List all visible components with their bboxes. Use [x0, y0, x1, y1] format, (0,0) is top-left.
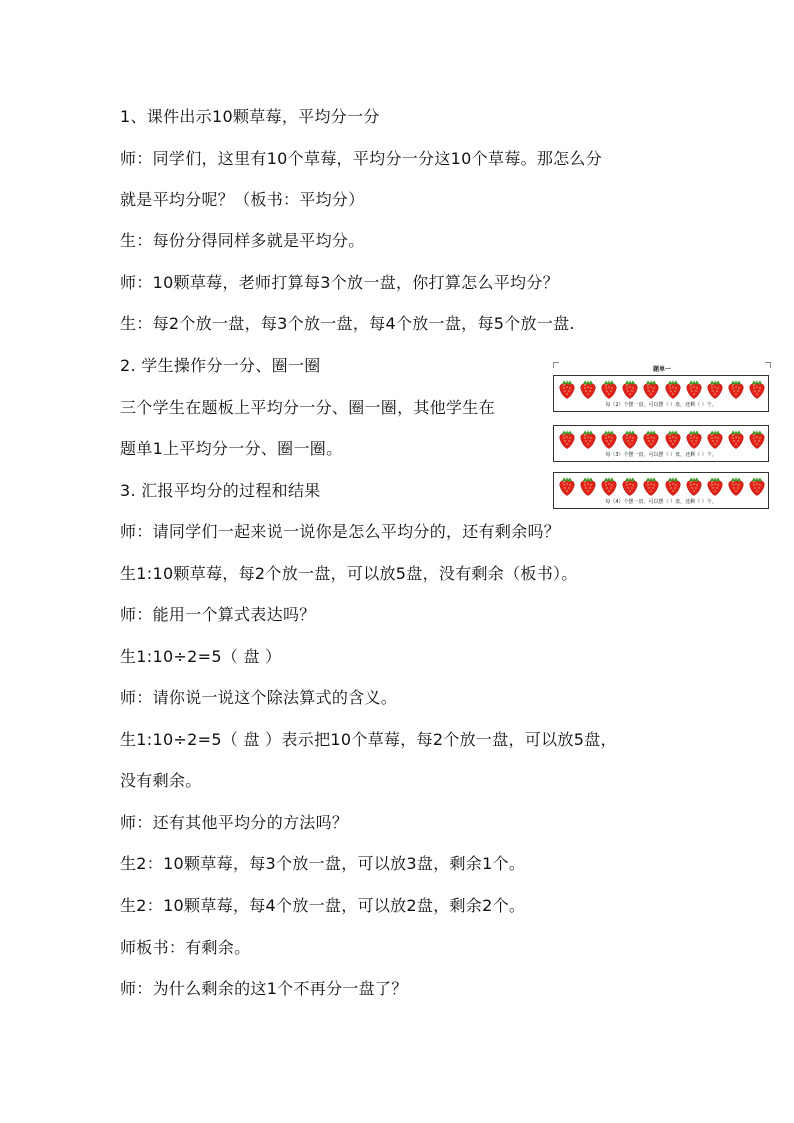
- strawberry-icon: [579, 429, 597, 449]
- strawberry-icon: [685, 476, 703, 496]
- section-2-body: 三个学生在题板上平均分一分、圈一圈，其他学生在: [120, 398, 495, 417]
- strawberry-icon: [748, 429, 766, 449]
- teacher-line-7: 师：为什么剩余的这1个不再分一盘了？: [120, 979, 408, 998]
- teacher-line-5: 师：请你说一说这个除法算式的含义。: [120, 688, 398, 707]
- worksheet-image: [553, 362, 771, 514]
- student-line-2: 生：每2个放一盘，每3个放一盘，每4个放一盘，每5个放一盘.: [120, 314, 575, 333]
- strawberry-icon: [685, 379, 703, 399]
- strawberry-icon: [642, 379, 660, 399]
- strawberry-icon: [600, 476, 618, 496]
- worksheet-row: [553, 425, 769, 462]
- student-line-1: 生：每份分得同样多就是平均分。: [120, 231, 365, 250]
- strawberry-icon: [621, 476, 639, 496]
- strawberry-icon: [558, 476, 576, 496]
- strawberry-icon: [706, 429, 724, 449]
- worksheet-row: [553, 375, 769, 412]
- strawberry-icon: [685, 429, 703, 449]
- strawberry-icon: [664, 379, 682, 399]
- student-line-4-cont: 没有剩余。: [120, 771, 202, 790]
- student-line-4: 生1:10÷2=5（ 盘 ）表示把10个草莓，每2个放一盘，可以放5盘，: [120, 730, 617, 749]
- strawberry-icon: [642, 476, 660, 496]
- strawberry-icon: [600, 429, 618, 449]
- strawberry-group: [558, 379, 766, 399]
- strawberry-group: [558, 476, 766, 496]
- student-equation-1: 生1:10÷2=5（ 盘 ）: [120, 647, 282, 666]
- strawberry-icon: [664, 476, 682, 496]
- strawberry-icon: [621, 379, 639, 399]
- teacher-line-6: 师：还有其他平均分的方法吗？: [120, 813, 349, 832]
- strawberry-icon: [579, 379, 597, 399]
- strawberry-icon: [642, 429, 660, 449]
- section-2-heading: 2. 学生操作分一分、圈一圈: [120, 356, 321, 375]
- strawberry-icon: [727, 429, 745, 449]
- strawberry-group: [558, 429, 766, 449]
- teacher-line-4: 师：能用一个算式表达吗？: [120, 605, 316, 624]
- strawberry-icon: [621, 429, 639, 449]
- strawberry-icon: [579, 476, 597, 496]
- strawberry-icon: [706, 379, 724, 399]
- section-2-body-cont: 题单1上平均分一分、圈一圈。: [120, 439, 343, 458]
- strawberry-icon: [748, 379, 766, 399]
- strawberry-icon: [727, 379, 745, 399]
- student-line-5: 生2：10颗草莓，每3个放一盘，可以放3盘，剩余1个。: [120, 854, 526, 873]
- worksheet-row: [553, 472, 769, 509]
- worksheet-row-caption: 每（4）个摆一盘，可以摆（ ）盘，还剩（ ）个。: [605, 499, 717, 505]
- teacher-board-line: 师板书：有剩余。: [120, 938, 251, 957]
- teacher-line-1-cont: 就是平均分呢？（板书：平均分）: [120, 190, 365, 209]
- worksheet-row-caption: 每（2）个摆一盘，可以摆（ ）盘，还剩（ ）个。: [605, 402, 717, 408]
- section-3-heading: 3. 汇报平均分的过程和结果: [120, 481, 321, 500]
- teacher-line-2: 师：10颗草莓，老师打算每3个放一盘，你打算怎么平均分？: [120, 273, 559, 292]
- strawberry-icon: [748, 476, 766, 496]
- teacher-line-1: 师：同学们，这里有10个草莓，平均分一分这10个草莓。那怎么分: [120, 149, 603, 168]
- strawberry-icon: [664, 429, 682, 449]
- teacher-line-3: 师：请同学们一起来说一说你是怎么平均分的，还有剩余吗？: [120, 522, 561, 541]
- student-line-3: 生1:10颗草莓，每2个放一盘，可以放5盘，没有剩余（板书）。: [120, 564, 578, 583]
- worksheet-row-caption: 每（3）个摆一盘，可以摆（ ）盘，还剩（ ）个。: [605, 452, 717, 458]
- strawberry-icon: [600, 379, 618, 399]
- section-1-heading: 1、课件出示10颗草莓，平均分一分: [120, 107, 380, 126]
- strawberry-icon: [558, 429, 576, 449]
- strawberry-icon: [558, 379, 576, 399]
- strawberry-icon: [727, 476, 745, 496]
- strawberry-icon: [706, 476, 724, 496]
- student-line-6: 生2：10颗草莓，每4个放一盘，可以放2盘，剩余2个。: [120, 896, 526, 915]
- worksheet-title: 题单一: [652, 366, 671, 373]
